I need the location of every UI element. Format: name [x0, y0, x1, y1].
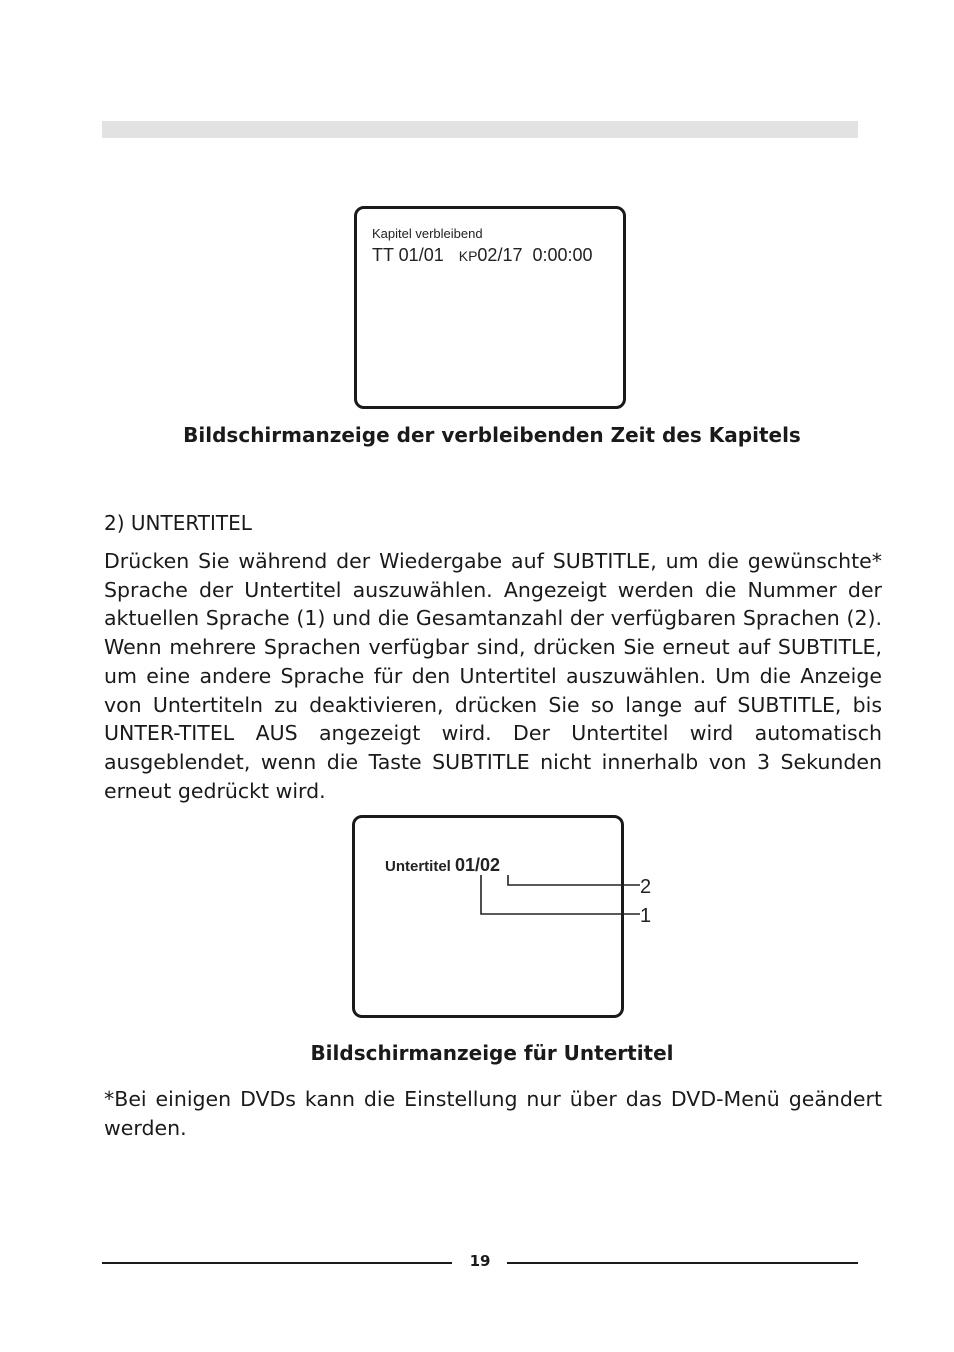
callout-line-current — [481, 875, 640, 914]
osd-subtitle-value: 01/02 — [455, 855, 501, 875]
osd-title: Kapitel verbleibend — [372, 226, 483, 241]
subtitle-callouts — [352, 815, 672, 1025]
paragraph-subtitle: Drücken Sie während der Wiedergabe auf SUBTITLE, um die gewünschte* Sprache der Untertitel auszuwählen. Angezeigt werden die Nummer der aktuellen Sprache (1) und die Gesamtanzahl der verfügbaren Sprachen (2). Wenn mehrere Sprachen verfügbar sind, drücken Sie erneut auf SUBTITLE, um eine andere Sprache für den Untertitel auszuwählen. Um die Anzeige von Untertiteln zu deaktivieren, drücken Sie so lange auf SUBTITLE, bis UNTER-TITEL AUS angezeigt wird. Der Untertitel wird automatisch ausgeblendet, wenn die Taste SUBTITLE nicht innerhalb von 3 Sekunden erneut gedrückt wird. — [104, 549, 882, 803]
page-number: 19 — [469, 1252, 491, 1270]
footer-rule-left — [102, 1262, 452, 1264]
caption-chapter-remaining: Bildschirmanzeige der verbleibenden Zeit des Kapitels — [183, 423, 801, 447]
footer-rule-right — [507, 1262, 858, 1264]
osd-chapter-label: KP — [458, 248, 478, 264]
osd-title-number: TT 01/01 — [372, 245, 444, 265]
section-heading: 2) UNTERTITEL — [104, 511, 252, 535]
caption-subtitle: Bildschirmanzeige für Untertitel — [310, 1041, 674, 1065]
callout-label-current: 1 — [640, 905, 652, 927]
header-bar — [102, 121, 858, 138]
osd-status-line — [372, 245, 593, 266]
osd-chapter-number: 02/17 — [477, 245, 523, 265]
callout-label-total: 2 — [640, 876, 652, 898]
callout-line-total — [508, 875, 640, 885]
footnote: *Bei einigen DVDs kann die Einstellung nur über das DVD-Menü geändert werden. — [104, 1087, 882, 1140]
osd-time: 0:00:00 — [532, 245, 593, 265]
osd-subtitle-label: Untertitel — [385, 858, 451, 875]
osd-screen-chapter-remaining — [354, 206, 626, 409]
